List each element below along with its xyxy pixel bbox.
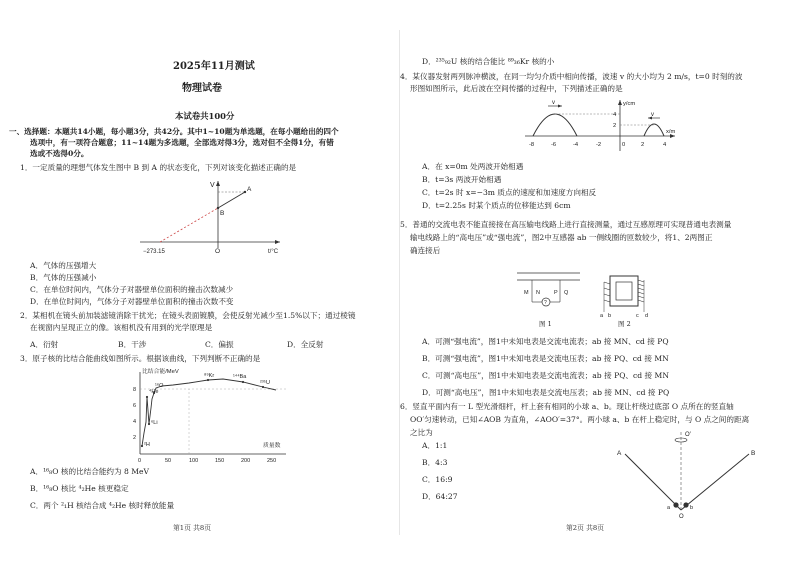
- q4-option-b[interactable]: B．t=3s 两波开始相遇: [422, 175, 502, 184]
- q1-option-a[interactable]: A．气体的压强增大: [30, 261, 97, 270]
- q3-ytick-8: 8: [133, 387, 137, 393]
- footer-left: 第1页 共8页: [173, 524, 211, 532]
- q3-option-d[interactable]: D．²³⁵₉₂U 核的结合能比 ⁸⁹₃₆Kr 核的小: [422, 57, 555, 66]
- q6-line2: OO′匀速转动，已知∠AOB 为直角，∠AOO′=37°。两小球 a、b 在杆上稳定时，与 O 点之间的距离: [410, 415, 750, 424]
- q5-fig2-c: c: [636, 313, 639, 318]
- q1-origin-label: O: [215, 248, 221, 255]
- q5-figure-1: [512, 268, 584, 314]
- q6-line3: 之比为: [410, 428, 433, 437]
- q3-stem: 3．原子核的比结合能曲线如图所示。根据该曲线，下列判断不正确的是: [20, 354, 261, 363]
- q2-option-a[interactable]: A．衍射: [30, 340, 59, 349]
- q4-wave-graph: [520, 96, 680, 156]
- q1-option-d[interactable]: D．在单位时间内，气体分子对器壁单位面积的撞击次数不变: [30, 297, 234, 306]
- q4-option-a[interactable]: A．在 x=0m 处两波开始相遇: [422, 162, 524, 171]
- q4-y-label: y/cm: [623, 101, 636, 107]
- q6-label-b-end: B: [751, 450, 756, 457]
- q6-label-ball-b: b: [690, 505, 694, 511]
- q6-rod-figure: [605, 428, 775, 518]
- q1-option-c[interactable]: C．在单位时间内，气体分子对器壁单位面积的撞击次数减少: [30, 285, 234, 294]
- q5-fig1-p: P: [554, 290, 558, 296]
- q5-fig2-d: d: [645, 313, 649, 318]
- q1-neg-label: −273.15: [143, 249, 165, 255]
- q1-point-a: [244, 191, 246, 193]
- q3-point-he4: [146, 396, 148, 398]
- q4-y-axis-arrow: [618, 100, 622, 105]
- q1-stem: 1．一定质量的理想气体发生图中 B 到 A 的状态变化，下列对该变化描述正确的是: [20, 163, 297, 172]
- q4-left-pulse: [533, 114, 577, 136]
- q2-option-c[interactable]: C．偏振: [205, 340, 234, 349]
- q1-point-b: [217, 207, 219, 209]
- q4-xtick-m6: -6: [551, 142, 557, 148]
- q3-label-he4: ⁴He: [149, 389, 159, 395]
- subject-title: 物理试卷: [182, 83, 222, 94]
- q1-option-b[interactable]: B．气体的压强减小: [30, 273, 97, 282]
- q6-ball-a: [673, 502, 678, 507]
- q1-extrapolated-line: [160, 208, 218, 242]
- q5-option-d[interactable]: D．可测“高电压”，图1中未知电表是交流电压表；ab 接 MN、cd 接 PQ: [422, 388, 670, 397]
- q3-xtick-50: 50: [165, 458, 172, 464]
- q5-option-a[interactable]: A．可测“强电流”，图1中未知电表是交流电流表；ab 接 MN、cd 接 PQ: [422, 337, 669, 346]
- q3-label-kr89: ⁸⁹Kr: [204, 373, 215, 379]
- q3-point-ba144: [242, 381, 244, 383]
- q1-a-label: A: [247, 186, 252, 193]
- q6-option-a[interactable]: A．1:1: [422, 441, 448, 450]
- q4-left-v-label: v: [552, 100, 555, 106]
- q1-v-label: V: [210, 182, 215, 189]
- q1-b-label: B: [220, 210, 225, 217]
- q5-fig2-label: 图 2: [618, 320, 631, 328]
- q2-line2: 在视窗内呈现正立的像。该相机没有用到的光学原理是: [30, 323, 213, 332]
- q3-label-ba144: ¹⁴⁴Ba: [233, 374, 247, 380]
- q3-xtick-200: 200: [241, 458, 251, 464]
- q5-fig2-core-window: [616, 282, 632, 300]
- q4-xtick-m2: -2: [596, 142, 602, 148]
- q3-point-kr89: [207, 379, 209, 381]
- q5-line2: 输电线路上的“高电压”或“强电流”，图2中互感器 ab 一侧线圈的匝数较少，将1、2两图正: [410, 233, 713, 242]
- q3-label-u235: ²³⁵U: [260, 380, 270, 386]
- q4-option-c[interactable]: C．t=2s 时 x=−3m 质点的速度和加速度方向相反: [422, 188, 597, 197]
- q5-fig2-coil-left: [604, 282, 610, 302]
- q3-xtick-150: 150: [215, 458, 225, 464]
- q3-xtick-250: 250: [267, 458, 277, 464]
- q6-option-c[interactable]: C．16:9: [422, 475, 453, 484]
- q6-rod-oa: [625, 454, 681, 510]
- exam-title: 2025年11月测试: [173, 61, 255, 72]
- q3-ytick-4: 4: [133, 419, 137, 425]
- section-heading-line1: 一、选择题：本题共14小题，每小题3分，共42分。其中1~10题为单选题，在每小题给出的四个: [9, 127, 339, 136]
- q5-figure-2: [596, 268, 652, 318]
- q1-t-label: t/°C: [268, 249, 279, 255]
- right-page: [400, 0, 800, 562]
- section-heading-line3: 选或不选得0分。: [30, 149, 89, 158]
- q1-t-axis-arrow: [275, 240, 280, 244]
- q1-state-line: [218, 192, 245, 208]
- q3-y-label: 比结合能/MeV: [142, 369, 179, 375]
- q5-option-b[interactable]: B．可测“强电流”，图1中未知电表是交流电压表；ab 接 PQ、cd 接 MN: [422, 354, 669, 363]
- q6-option-b[interactable]: B．4:3: [422, 458, 448, 467]
- q4-xtick-2: 2: [641, 142, 645, 148]
- q4-xtick-4: 4: [663, 142, 667, 148]
- q6-label-oprime: O′: [685, 432, 691, 438]
- q4-line1: 4．某仪器发射两列脉冲横波，在同一均匀介质中相向传播，波速 v 的大小均为 2 m/s，t=0 时刻的波: [400, 72, 743, 81]
- q5-fig1-n: N: [536, 290, 540, 296]
- q5-option-c[interactable]: C．可测“高电压”，图1中未知电表是交流电流表；ab 接 PQ、cd 接 MN: [422, 371, 669, 380]
- q6-label-o: O: [679, 514, 684, 518]
- q4-right-pulse: [644, 124, 664, 136]
- q3-label-li6: ⁶Li: [151, 420, 158, 426]
- q3-option-a[interactable]: A．¹⁶₈O 核的比结合能约为 8 MeV: [30, 467, 150, 476]
- q2-option-d[interactable]: D．全反射: [287, 340, 324, 349]
- q2-line1: 2．某相机在镜头前加装滤镜消除干扰光；在镜头表面镀膜，会使反射光减少至1.5%以下；通过棱镜: [20, 311, 356, 320]
- q4-xtick-m4: -4: [573, 142, 579, 148]
- q1-vt-graph: [130, 178, 290, 258]
- q5-fig1-m: M: [524, 290, 529, 296]
- q3-ytick-6: 6: [133, 403, 137, 409]
- q4-ytick-4: 4: [613, 112, 617, 118]
- q5-fig1-label: 图 1: [539, 320, 552, 328]
- q5-line3: 确连接后: [410, 246, 441, 255]
- q3-label-h2: ²H: [144, 442, 150, 448]
- q3-xtick-100: 100: [189, 458, 199, 464]
- q6-rod-ob: [681, 454, 749, 510]
- q6-label-ball-a: a: [667, 505, 671, 511]
- q3-point-u235: [262, 386, 264, 388]
- q5-fig2-b: b: [608, 313, 612, 318]
- q3-option-c[interactable]: C．两个 ²₁H 核结合成 ⁴₂He 核时释放能量: [30, 501, 175, 510]
- q4-x-label: x/m: [666, 129, 676, 135]
- q5-fig2-a: a: [600, 313, 604, 318]
- q6-line1: 6．竖直平面内有一 L 型光滑细杆，杆上套有相同的小球 a、b。现让杆绕过底部 O 点所在的竖直轴: [400, 402, 734, 411]
- footer-right: 第2页 共8页: [566, 524, 604, 532]
- q4-left-velocity-head: [558, 105, 562, 108]
- q3-label-o16: ¹⁶O: [155, 383, 164, 389]
- q5-fig2-core: [610, 276, 638, 306]
- q3-point-li6: [148, 423, 150, 425]
- q4-ytick-2: 2: [613, 123, 617, 129]
- q4-xtick-m8: -8: [529, 142, 535, 148]
- q4-xtick-0: 0: [622, 142, 626, 148]
- q1-v-axis-arrow: [216, 181, 220, 186]
- q3-ytick-2: 2: [133, 435, 137, 441]
- q5-fig1-q: Q: [564, 290, 569, 296]
- q4-option-d[interactable]: D．t=2.25s 时某个质点的位移能达到 6cm: [422, 201, 571, 210]
- q3-x-label: 质量数: [263, 443, 281, 449]
- q3-binding-energy-graph: [118, 366, 290, 466]
- q6-ball-b: [683, 502, 688, 507]
- q4-right-v-label: v: [651, 112, 654, 118]
- q5-fig1-meter-symbol: ?: [544, 300, 547, 306]
- q3-option-b[interactable]: B．¹⁶₈O 核比 ⁴₂He 核更稳定: [30, 484, 129, 493]
- q3-point-h2: [141, 445, 143, 447]
- q6-label-a-end: A: [617, 450, 622, 457]
- q4-line2: 形图如图所示，此后波在空间传播的过程中，下列描述正确的是: [410, 84, 623, 93]
- q3-xtick-0: 0: [138, 458, 142, 464]
- q6-option-d[interactable]: D．64:27: [422, 492, 458, 501]
- q5-fig2-coil-right: [638, 280, 644, 302]
- total-score: 本试卷共100分: [175, 111, 235, 121]
- q2-option-b[interactable]: B．干涉: [118, 340, 147, 349]
- q5-line1: 5．普通的交流电表不能直接接在高压输电线路上进行直接测量，通过互感原理可实现普通电表测量: [400, 220, 732, 229]
- section-heading-line2: 选项中，有一项符合题意；11~14题为多选题，全部选对得3分，选对但不全得1分，有错: [30, 138, 334, 147]
